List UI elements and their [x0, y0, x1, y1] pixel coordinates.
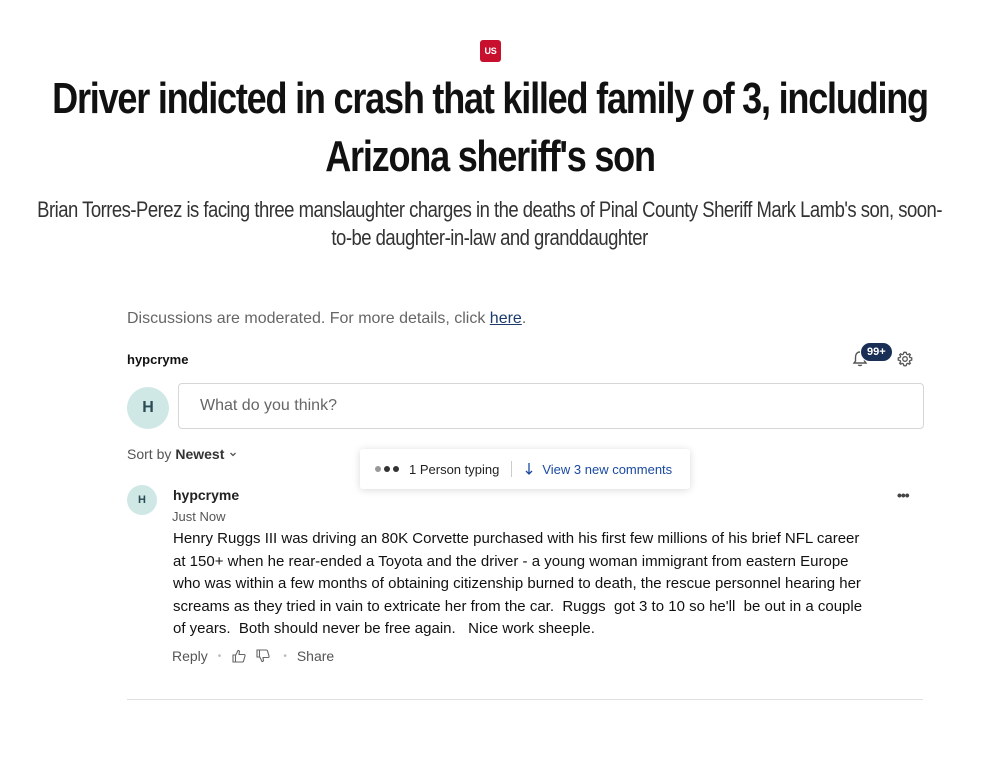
pill-divider — [511, 461, 512, 477]
moderation-text: Discussions are moderated. For more details, click — [127, 310, 490, 327]
article-headline — [52, 70, 928, 186]
reply-button[interactable]: Reply — [172, 648, 208, 664]
chevron-down-icon — [228, 449, 238, 459]
article-subheadline — [37, 196, 942, 252]
comment-actions — [172, 648, 334, 664]
share-button[interactable]: Share — [296, 648, 335, 664]
view-new-comments-label: View 3 new comments — [542, 461, 673, 477]
separator-dot: • — [283, 650, 287, 662]
comment-author[interactable]: hypcryme — [173, 487, 240, 503]
comment-body: Henry Ruggs III was driving an 80K Corvette purchased with his first few millions of his brief NFL career at 150+ when he rear-ended a Toyota and the driver - a young woman immigrant from eastern Europe who was within a few months of obtaining citizenship burned to death, the rescue personnel hearing her screams as they tried in vain to extricate her from the car. Ruggs got 3 to 10 so he'll be out in a couple of years. Both should never be free again. Nice work sheeple. — [173, 530, 867, 637]
sort-value: Newest — [175, 446, 225, 462]
separator-dot: • — [217, 650, 222, 662]
thumbs-up-icon[interactable] — [231, 648, 247, 664]
section-badge[interactable]: US — [480, 40, 501, 62]
thumbs-down-icon[interactable] — [255, 648, 271, 664]
typing-text: 1 Person typing — [409, 461, 500, 477]
comment-input[interactable] — [178, 383, 924, 429]
moderation-end: . — [521, 310, 527, 327]
typing-dots-icon — [375, 466, 399, 472]
article-subheadline-text: Brian Torres-Perez is facing three manslaughter charges in the deaths of Pinal County Sheriff Mark Lamb's son, soon-to-be daughter-in-law and granddaughter — [37, 197, 942, 250]
settings-gear-icon[interactable] — [897, 351, 913, 367]
comment-author-avatar[interactable]: H — [127, 485, 157, 515]
comment-timestamp: Just Now — [172, 509, 226, 524]
arrow-down-icon — [524, 462, 534, 476]
moderation-details-link[interactable]: here — [489, 310, 522, 327]
current-user-avatar: H — [127, 387, 169, 429]
typing-indicator-bar — [360, 449, 690, 489]
notifications-count-badge[interactable]: 99+ — [860, 342, 893, 362]
sort-dropdown[interactable] — [127, 446, 238, 462]
sort-label: Sort by — [127, 446, 172, 462]
divider — [127, 699, 923, 700]
current-username[interactable]: hypcryme — [127, 352, 189, 367]
article-headline-text: Driver indicted in crash that killed family of 3, including Arizona sheriff's son — [52, 74, 928, 181]
view-new-comments-button[interactable] — [524, 462, 672, 477]
more-options-icon[interactable]: ••• — [897, 487, 909, 503]
moderation-notice — [127, 310, 526, 328]
